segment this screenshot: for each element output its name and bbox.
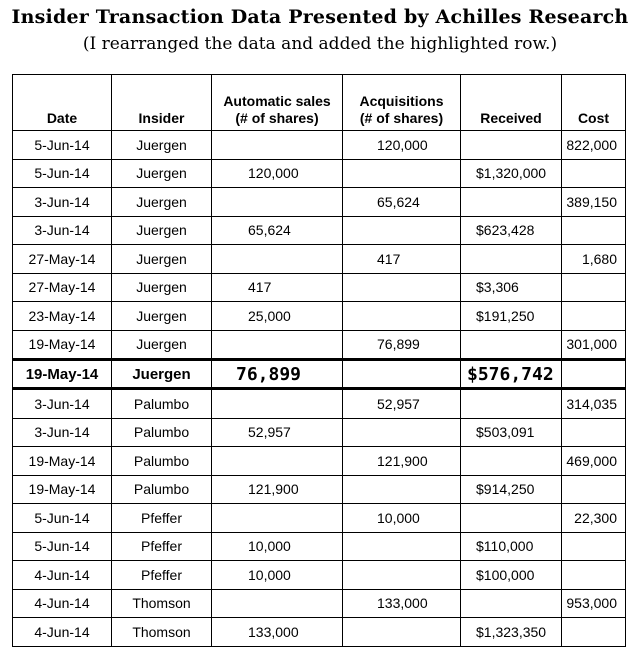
table-row-highlighted: [13, 360, 626, 389]
cell-automatic-sales: 52,957: [212, 418, 343, 447]
table-row: [13, 532, 626, 561]
cell-received: [461, 131, 562, 160]
cell-cost: [562, 561, 626, 590]
cell-automatic-sales: 65,624: [212, 216, 343, 245]
cell-acquisitions: 120,000: [343, 131, 461, 160]
cell-insider: Juergen: [112, 159, 212, 188]
table-row: [13, 475, 626, 504]
cell-cost: 22,300: [562, 504, 626, 533]
header-insider: Insider: [112, 75, 212, 131]
cell-date: 19-May-14: [13, 330, 112, 360]
cell-automatic-sales: 76,899: [212, 360, 343, 389]
cell-received: [461, 504, 562, 533]
cell-insider: Palumbo: [112, 389, 212, 419]
cell-acquisitions: [343, 532, 461, 561]
cell-received: $503,091: [461, 418, 562, 447]
cell-cost: 822,000: [562, 131, 626, 160]
cell-insider: Pfeffer: [112, 532, 212, 561]
cell-insider: Juergen: [112, 330, 212, 360]
cell-automatic-sales: 417: [212, 273, 343, 302]
cell-date: 5-Jun-14: [13, 532, 112, 561]
cell-received: $3,306: [461, 273, 562, 302]
table-row: [13, 418, 626, 447]
cell-insider: Juergen: [112, 302, 212, 331]
cell-received: $191,250: [461, 302, 562, 331]
cell-cost: [562, 302, 626, 331]
cell-received: $110,000: [461, 532, 562, 561]
cell-cost: [562, 532, 626, 561]
cell-automatic-sales: [212, 188, 343, 217]
cell-date: 3-Jun-14: [13, 389, 112, 419]
cell-received: $1,323,350: [461, 618, 562, 647]
cell-received: $576,742: [461, 360, 562, 389]
cell-date: 19-May-14: [13, 475, 112, 504]
cell-cost: 1,680: [562, 245, 626, 274]
cell-received: $1,320,000: [461, 159, 562, 188]
cell-received: [461, 245, 562, 274]
table-row: [13, 389, 626, 419]
cell-acquisitions: 121,900: [343, 447, 461, 476]
cell-received: [461, 389, 562, 419]
insider-transactions-table: [12, 74, 626, 647]
cell-automatic-sales: 10,000: [212, 532, 343, 561]
cell-date: 27-May-14: [13, 245, 112, 274]
cell-acquisitions: [343, 273, 461, 302]
cell-received: $623,428: [461, 216, 562, 245]
cell-automatic-sales: [212, 589, 343, 618]
table-row: [13, 188, 626, 217]
cell-insider: Juergen: [112, 188, 212, 217]
cell-acquisitions: [343, 418, 461, 447]
cell-automatic-sales: 25,000: [212, 302, 343, 331]
cell-date: 5-Jun-14: [13, 131, 112, 160]
cell-insider: Juergen: [112, 131, 212, 160]
cell-received: $100,000: [461, 561, 562, 590]
cell-date: 4-Jun-14: [13, 618, 112, 647]
cell-date: 19-May-14: [13, 360, 112, 389]
cell-insider: Palumbo: [112, 447, 212, 476]
cell-cost: 301,000: [562, 330, 626, 360]
cell-acquisitions: [343, 159, 461, 188]
cell-automatic-sales: 10,000: [212, 561, 343, 590]
cell-cost: [562, 618, 626, 647]
table-row: [13, 216, 626, 245]
cell-acquisitions: 52,957: [343, 389, 461, 419]
cell-cost: [562, 360, 626, 389]
header-received: Received: [461, 75, 562, 131]
cell-received: [461, 589, 562, 618]
cell-date: 5-Jun-14: [13, 504, 112, 533]
cell-acquisitions: 10,000: [343, 504, 461, 533]
cell-received: $914,250: [461, 475, 562, 504]
table-row: [13, 159, 626, 188]
cell-received: [461, 447, 562, 476]
cell-acquisitions: [343, 302, 461, 331]
table-row: [13, 618, 626, 647]
cell-insider: Juergen: [112, 216, 212, 245]
cell-cost: [562, 216, 626, 245]
cell-insider: Juergen: [112, 360, 212, 389]
cell-cost: 314,035: [562, 389, 626, 419]
table-row: [13, 504, 626, 533]
cell-acquisitions: [343, 618, 461, 647]
cell-acquisitions: 65,624: [343, 188, 461, 217]
cell-insider: Pfeffer: [112, 504, 212, 533]
cell-cost: 469,000: [562, 447, 626, 476]
table-row: [13, 589, 626, 618]
cell-automatic-sales: 121,900: [212, 475, 343, 504]
page-title: Insider Transaction Data Presented by Achilles Research: [11, 6, 629, 28]
cell-insider: Palumbo: [112, 475, 212, 504]
table-row: [13, 302, 626, 331]
cell-automatic-sales: [212, 330, 343, 360]
cell-insider: Palumbo: [112, 418, 212, 447]
cell-cost: 389,150: [562, 188, 626, 217]
cell-cost: [562, 273, 626, 302]
cell-insider: Thomson: [112, 618, 212, 647]
table-row: [13, 273, 626, 302]
cell-acquisitions: [343, 216, 461, 245]
cell-date: 27-May-14: [13, 273, 112, 302]
cell-date: 23-May-14: [13, 302, 112, 331]
cell-date: 3-Jun-14: [13, 188, 112, 217]
cell-date: 3-Jun-14: [13, 418, 112, 447]
cell-automatic-sales: [212, 389, 343, 419]
cell-acquisitions: 133,000: [343, 589, 461, 618]
cell-cost: [562, 418, 626, 447]
header-cost: Cost: [562, 75, 626, 131]
cell-acquisitions: [343, 475, 461, 504]
cell-cost: 953,000: [562, 589, 626, 618]
header-automatic-sales: Automatic sales (# of shares): [212, 75, 343, 131]
cell-cost: [562, 159, 626, 188]
cell-date: 5-Jun-14: [13, 159, 112, 188]
table-row: [13, 330, 626, 360]
cell-date: 4-Jun-14: [13, 589, 112, 618]
cell-insider: Thomson: [112, 589, 212, 618]
cell-date: 19-May-14: [13, 447, 112, 476]
cell-automatic-sales: [212, 504, 343, 533]
cell-insider: Pfeffer: [112, 561, 212, 590]
cell-automatic-sales: [212, 447, 343, 476]
cell-automatic-sales: [212, 245, 343, 274]
cell-date: 4-Jun-14: [13, 561, 112, 590]
cell-insider: Juergen: [112, 245, 212, 274]
table-header-row: [13, 75, 626, 131]
cell-acquisitions: [343, 360, 461, 389]
table-row: [13, 131, 626, 160]
table-row: [13, 245, 626, 274]
table-row: [13, 561, 626, 590]
cell-insider: Juergen: [112, 273, 212, 302]
cell-automatic-sales: 120,000: [212, 159, 343, 188]
table-row: [13, 447, 626, 476]
cell-automatic-sales: 133,000: [212, 618, 343, 647]
cell-automatic-sales: [212, 131, 343, 160]
cell-acquisitions: 417: [343, 245, 461, 274]
cell-acquisitions: 76,899: [343, 330, 461, 360]
header-acquisitions: Acquisitions (# of shares): [343, 75, 461, 131]
cell-received: [461, 330, 562, 360]
page-subtitle: (I rearranged the data and added the highlighted row.): [82, 34, 558, 54]
cell-cost: [562, 475, 626, 504]
header-date: Date: [13, 75, 112, 131]
cell-received: [461, 188, 562, 217]
cell-date: 3-Jun-14: [13, 216, 112, 245]
cell-acquisitions: [343, 561, 461, 590]
